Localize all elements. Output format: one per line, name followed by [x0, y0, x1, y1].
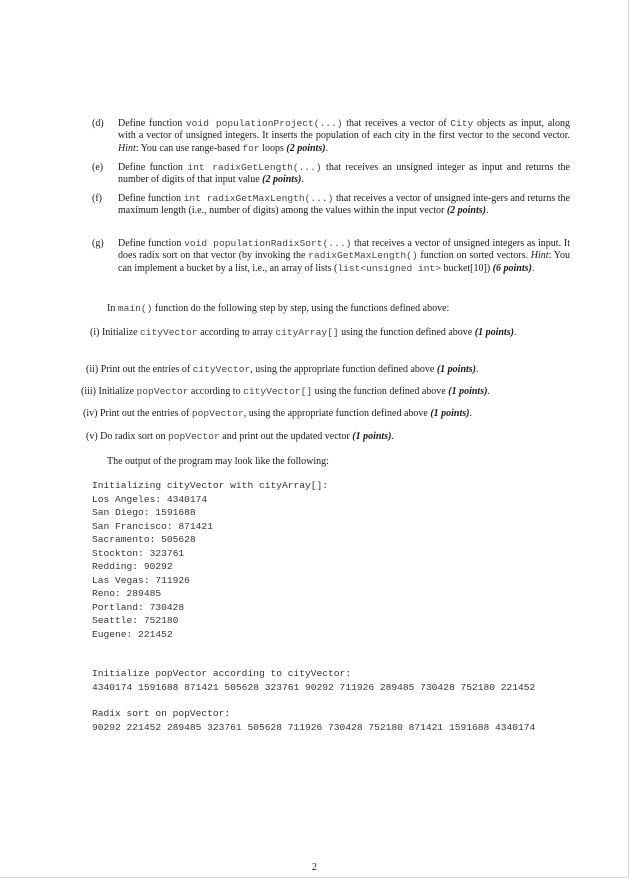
text: .: [391, 431, 394, 442]
output-city-line: Redding: 90292: [92, 561, 173, 572]
text: that receives a vector of: [342, 118, 451, 129]
step-label: (iii): [81, 386, 96, 397]
step-i: [90, 327, 560, 339]
text: and print out the updated vector: [219, 431, 353, 442]
output-city-line: Reno: 289485: [92, 588, 162, 599]
text: .: [325, 142, 329, 154]
step-iv: [83, 408, 561, 420]
text: according to: [188, 386, 244, 397]
points-label: (1 points): [474, 327, 514, 338]
text: : You can implement a bucket by a list, i.e., an array of lists (: [118, 250, 570, 274]
points-label: (6 points): [492, 262, 532, 274]
output-city-line: San Diego: 1591688: [92, 507, 196, 518]
points-label: (2 points): [262, 174, 302, 186]
output-header-3: Radix sort on popVector:: [92, 708, 231, 719]
text: .: [301, 174, 304, 186]
text: Define function: [118, 162, 188, 173]
item-e-label: (e): [92, 162, 104, 173]
text: that receives an unsigned integer as input and returns the number of digits of that input value: [118, 162, 570, 186]
code: main(): [117, 303, 153, 314]
text: .: [476, 364, 479, 375]
text: .: [513, 327, 517, 338]
step-iii: [81, 386, 559, 398]
text: .: [469, 408, 472, 419]
text: that receives a vector of unsigned integers as input. It does radix sort on that vector (by invoking the: [118, 238, 570, 262]
code: void populationProject(...): [185, 118, 343, 129]
output-city-line: Los Angeles: 4340174: [92, 493, 208, 505]
text: Print out the entries of: [97, 408, 192, 419]
text: according to array: [197, 327, 276, 338]
item-d: [92, 118, 570, 155]
points-label: (1 points): [352, 431, 392, 442]
output-city-line: Las Vegas: 711926: [92, 574, 190, 586]
output-sorted-line: 90292 221452 289485 323761 505628 711926 730428 752180 871421 1591688 4340174: [92, 721, 536, 733]
text: function do the following step by step, using the functions defined above:: [152, 303, 450, 314]
text: bucket[10]): [441, 262, 493, 274]
code: popVector: [191, 408, 244, 419]
text: , using the appropriate function defined above: [250, 364, 437, 375]
item-g-label: (g): [92, 238, 104, 249]
output-city-line: Seattle: 752180: [92, 615, 179, 626]
points-label: (1 points): [448, 386, 488, 397]
code: City: [450, 118, 474, 129]
text: using the function defined above: [312, 386, 449, 397]
hint-label: Hint: [118, 142, 136, 154]
step-label: (i): [90, 327, 100, 338]
code: popVector: [167, 431, 220, 442]
step-v: [86, 431, 564, 443]
code: cityVector: [140, 327, 198, 338]
output-header-2: Initialize popVector according to cityVector:: [92, 668, 352, 679]
code: cityVector[]: [243, 386, 313, 397]
output-city-line: San Francisco: 871421: [92, 520, 213, 532]
text: : You can use range-based: [135, 142, 243, 154]
output-city-line: Eugene: 221452: [92, 628, 173, 640]
output-intro: The output of the program may look like the following:: [107, 456, 329, 467]
text: Initialize: [99, 327, 140, 338]
text: Define function: [118, 118, 186, 129]
item-f-label: (f): [92, 193, 102, 204]
text: that receives a vector of unsigned inte-gers and returns the maximum length (i.e., number of digits) among the values within the input vector: [118, 193, 570, 217]
code: radixGetMaxLength(): [308, 250, 418, 262]
text: Define function: [118, 193, 184, 204]
output-city-line: Stockton: 323761: [92, 547, 185, 559]
text: Initialize: [96, 386, 137, 397]
item-f: [92, 193, 570, 218]
main-intro: [107, 303, 577, 315]
code: list<unsigned int>: [337, 262, 442, 274]
points-label: (1 points): [430, 408, 470, 419]
code: int radixGetMaxLength(...): [183, 193, 334, 204]
item-e: [92, 162, 570, 187]
code: for: [242, 142, 260, 154]
code: void populationRadixSort(...): [184, 238, 352, 249]
page-number: 2: [312, 862, 317, 873]
item-g: [92, 238, 570, 275]
text: objects as input, along with a vector of unsigned integers. It inserts the population of each city in the first vector to the second vector.: [118, 118, 570, 142]
text: using the function defined above: [338, 327, 475, 338]
text: In: [107, 303, 118, 314]
output-city-line: Portland: 730428: [92, 601, 185, 613]
code: cityVector: [192, 364, 251, 375]
text: Define function: [118, 238, 185, 249]
text: Print out the entries of: [98, 364, 193, 375]
output-header-1: Initializing cityVector with cityArray[]:: [92, 480, 329, 491]
step-label: (iv): [83, 408, 98, 419]
text: .: [487, 386, 490, 397]
text: .: [486, 205, 489, 217]
points-label: (1 points): [436, 364, 477, 375]
text: .: [531, 262, 535, 274]
item-d-label: (d): [92, 118, 104, 129]
step-label: (ii): [86, 364, 99, 375]
text: loops: [259, 142, 287, 154]
hint-label: Hint: [530, 250, 549, 262]
code: cityArray[]: [275, 327, 339, 338]
points-label: (2 points): [446, 205, 486, 217]
code: int radixGetLength(...): [187, 162, 322, 173]
output-popvector-line: 4340174 1591688 871421 505628 323761 90292 711926 289485 730428 752180 221452: [92, 681, 536, 693]
output-city-line: Sacramento: 505628: [92, 534, 196, 545]
code: popVector: [136, 386, 189, 397]
text: function on sorted vectors.: [417, 250, 531, 262]
text: , using the appropriate function defined above: [243, 408, 431, 419]
points-label: (2 points): [286, 142, 326, 154]
text: Do radix sort on: [97, 431, 168, 442]
step-ii: [86, 364, 564, 376]
step-label: (v): [86, 431, 98, 442]
